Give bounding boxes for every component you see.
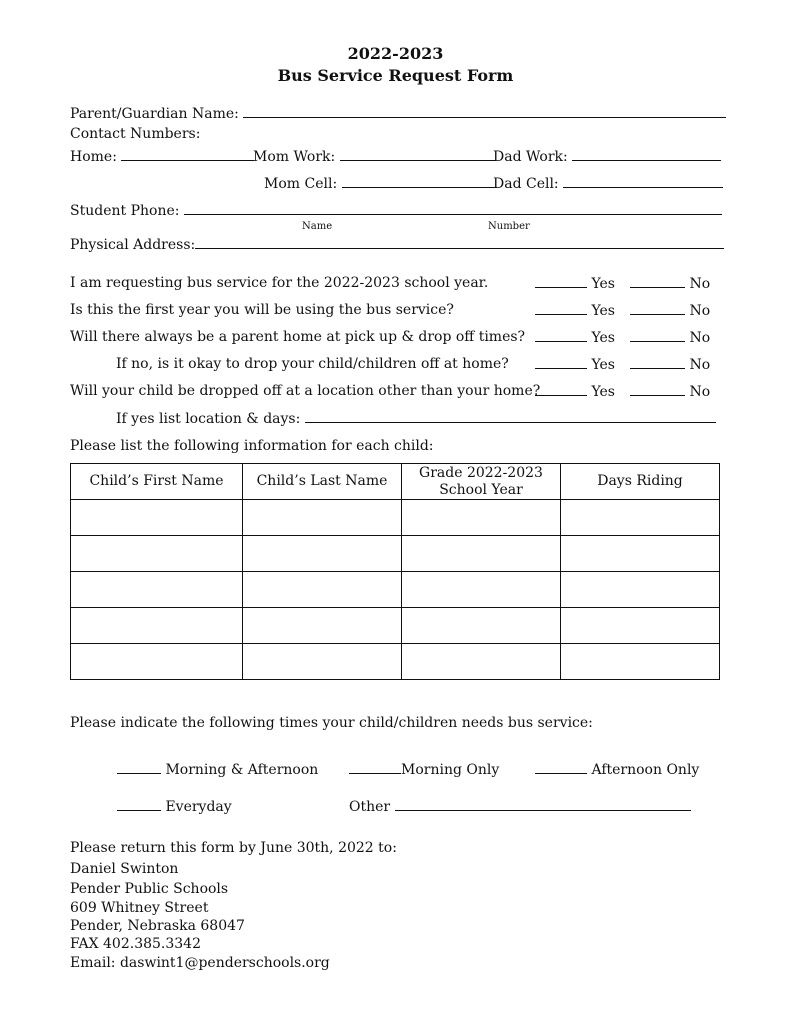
question-no [630, 328, 710, 347]
table-cell[interactable] [243, 608, 402, 644]
student-phone-row [70, 201, 722, 220]
name-caption: Name [302, 221, 333, 232]
yes-label: Yes [591, 276, 615, 292]
table-cell[interactable] [402, 644, 561, 680]
question-yes [535, 328, 615, 347]
return-street: 609 Whitney Street [70, 900, 209, 916]
table-row [71, 608, 720, 644]
morning-only-label: Morning Only [401, 762, 500, 778]
return-email: Email: daswint1@penderschools.org [70, 955, 330, 971]
days-riding-header: Days Riding [561, 464, 720, 500]
form-title: Bus Service Request Form [277, 66, 514, 85]
grade-header [402, 464, 561, 500]
question-yes [535, 382, 615, 401]
dad-cell-field[interactable] [563, 174, 723, 188]
children-table [70, 463, 720, 680]
form-year: 2022-2023 [347, 44, 444, 63]
dad-work-group [493, 147, 721, 166]
table-cell[interactable] [561, 608, 720, 644]
last-name-header: Child’s Last Name [243, 464, 402, 500]
location-label: If yes list location & days: [116, 411, 301, 427]
everyday-label: Everyday [165, 799, 232, 815]
morning-afternoon-blank[interactable] [117, 760, 161, 774]
grade-header-line1: Grade 2022-2023 [419, 464, 543, 481]
other-label: Other [349, 799, 391, 815]
mom-cell-group [264, 174, 497, 193]
morning-afternoon-label: Morning & Afternoon [165, 762, 319, 778]
location-row [116, 409, 716, 428]
no-label: No [689, 276, 711, 292]
table-cell[interactable] [243, 536, 402, 572]
dad-cell-group [493, 174, 723, 193]
home-phone-field[interactable] [121, 147, 254, 161]
number-caption: Number [488, 221, 530, 232]
table-cell[interactable] [561, 536, 720, 572]
table-cell[interactable] [243, 500, 402, 536]
question-text: Will your child be dropped off at a location other than your home? [70, 383, 541, 399]
question-no [630, 355, 710, 374]
parent-name-label: Parent/Guardian Name: [70, 106, 239, 122]
question-no [630, 301, 710, 320]
yes-blank[interactable] [535, 328, 587, 342]
table-cell[interactable] [561, 644, 720, 680]
no-blank[interactable] [630, 382, 685, 396]
table-cell[interactable] [71, 644, 243, 680]
parent-name-field[interactable] [243, 104, 726, 118]
no-label: No [689, 303, 711, 319]
table-row [71, 644, 720, 680]
question-text: Is this the first year you will be using the bus service? [70, 302, 454, 318]
question-text: If no, is it okay to drop your child/children off at home? [116, 356, 509, 372]
dad-work-label: Dad Work: [493, 149, 568, 165]
question-yes [535, 355, 615, 374]
no-label: No [689, 384, 711, 400]
morning-only-blank[interactable] [349, 760, 401, 774]
table-cell[interactable] [402, 500, 561, 536]
no-blank[interactable] [630, 274, 685, 288]
question-no [630, 382, 710, 401]
everyday-option [117, 797, 232, 816]
table-row [71, 572, 720, 608]
table-cell[interactable] [243, 644, 402, 680]
dad-work-field[interactable] [572, 147, 721, 161]
afternoon-only-blank[interactable] [535, 760, 587, 774]
table-cell[interactable] [71, 608, 243, 644]
question-no [630, 274, 710, 293]
table-cell[interactable] [243, 572, 402, 608]
contact-numbers-label: Contact Numbers: [70, 126, 201, 142]
mom-cell-field[interactable] [342, 174, 497, 188]
children-intro: Please list the following information for each child: [70, 438, 434, 454]
yes-label: Yes [591, 303, 615, 319]
no-blank[interactable] [630, 301, 685, 315]
mom-work-group [253, 147, 495, 166]
question-yes [535, 301, 615, 320]
home-phone-group [70, 147, 254, 166]
table-cell[interactable] [402, 536, 561, 572]
table-cell[interactable] [71, 536, 243, 572]
student-phone-name-field[interactable] [184, 201, 417, 215]
yes-label: Yes [591, 330, 615, 346]
return-fax: FAX 402.385.3342 [70, 936, 201, 952]
student-phone-number-field[interactable] [417, 201, 722, 215]
other-option [349, 797, 691, 816]
table-cell[interactable] [402, 608, 561, 644]
everyday-blank[interactable] [117, 797, 161, 811]
no-blank[interactable] [630, 355, 685, 369]
mom-cell-label: Mom Cell: [264, 176, 338, 192]
question-text: I am requesting bus service for the 2022-2023 school year. [70, 275, 489, 291]
dad-cell-label: Dad Cell: [493, 176, 559, 192]
table-cell[interactable] [561, 500, 720, 536]
times-intro: Please indicate the following times your child/children needs bus service: [70, 715, 593, 731]
no-blank[interactable] [630, 328, 685, 342]
grade-header-line2: School Year [439, 481, 523, 498]
address-field[interactable] [195, 235, 724, 249]
afternoon-only-option [535, 760, 699, 779]
no-label: No [689, 330, 711, 346]
question-text: Will there always be a parent home at pick up & drop off times? [70, 329, 526, 345]
afternoon-only-label: Afternoon Only [591, 762, 700, 778]
table-row [71, 500, 720, 536]
mom-work-field[interactable] [340, 147, 495, 161]
return-name: Daniel Swinton [70, 861, 179, 877]
return-intro: Please return this form by June 30th, 2022 to: [70, 840, 397, 856]
table-header-row [71, 464, 720, 500]
table-row [71, 536, 720, 572]
yes-label: Yes [591, 357, 615, 373]
yes-label: Yes [591, 384, 615, 400]
return-city: Pender, Nebraska 68047 [70, 918, 245, 934]
morning-afternoon-option [117, 760, 318, 779]
other-field[interactable] [395, 797, 691, 811]
address-label: Physical Address: [70, 237, 196, 253]
yes-blank[interactable] [535, 382, 587, 396]
first-name-header: Child’s First Name [71, 464, 243, 500]
address-row [70, 235, 724, 254]
parent-name-row [70, 104, 726, 123]
yes-blank[interactable] [535, 274, 587, 288]
student-phone-label: Student Phone: [70, 203, 180, 219]
table-cell[interactable] [71, 572, 243, 608]
return-org: Pender Public Schools [70, 881, 229, 897]
yes-blank[interactable] [535, 355, 587, 369]
home-label: Home: [70, 149, 117, 165]
question-yes [535, 274, 615, 293]
mom-work-label: Mom Work: [253, 149, 336, 165]
table-cell[interactable] [402, 572, 561, 608]
location-field[interactable] [305, 409, 716, 423]
table-cell[interactable] [561, 572, 720, 608]
table-cell[interactable] [71, 500, 243, 536]
yes-blank[interactable] [535, 301, 587, 315]
no-label: No [689, 357, 711, 373]
morning-only-option [349, 760, 499, 779]
